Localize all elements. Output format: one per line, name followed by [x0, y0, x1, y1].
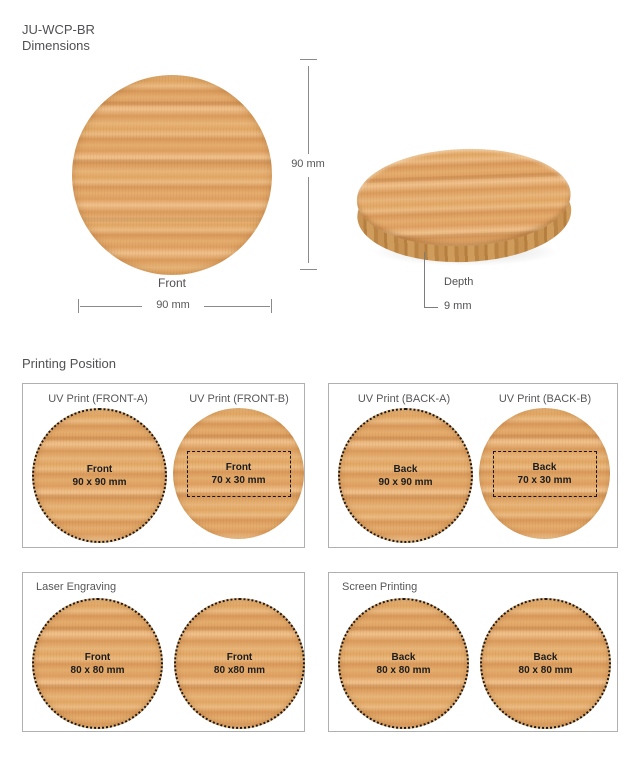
- height-dim-tick-bottom: [300, 269, 317, 270]
- print-area-size: 70 x 30 mm: [211, 474, 266, 486]
- print-side-label: Back: [533, 651, 558, 663]
- product-photo-perspective: [355, 145, 573, 266]
- panel-header-laser-engraving: Laser Engraving: [36, 581, 117, 593]
- print-area-circle-laser-2: [174, 598, 305, 729]
- print-area-text: [340, 463, 471, 489]
- panel-screen-printing: [328, 572, 618, 732]
- product-photo-front: [72, 75, 272, 275]
- panel-header-uv-front-b: UV Print (FRONT-B): [189, 393, 289, 405]
- print-side-label: Back: [532, 461, 557, 473]
- height-dim-line-upper: [308, 66, 309, 154]
- print-side-label: Front: [225, 461, 252, 473]
- width-dim-tick-right: [271, 299, 272, 313]
- front-view-label: Front: [157, 276, 186, 290]
- print-area-text: [340, 651, 467, 677]
- print-area-text: [176, 651, 303, 677]
- print-area-circle-uv-back-a: [338, 408, 473, 543]
- print-area-size: 90 x 90 mm: [378, 476, 433, 488]
- product-code: JU-WCP-BR: [22, 22, 95, 37]
- dimensions-section-title: Dimensions: [22, 38, 90, 53]
- height-dimension-label: 90 mm: [291, 158, 325, 170]
- print-area-circle-laser-1: [32, 598, 163, 729]
- depth-value: 9 mm: [444, 300, 472, 312]
- page-title: [22, 22, 95, 54]
- print-area-rect: [493, 451, 597, 497]
- width-dimension-label: 90 mm: [156, 299, 190, 311]
- print-side-label: Back: [393, 463, 418, 475]
- width-dim-line-left: [80, 306, 142, 307]
- panel-header-uv-back-a: UV Print (BACK-A): [357, 393, 451, 405]
- print-area-rect: [187, 451, 291, 497]
- print-area-size: 90 x 90 mm: [72, 476, 127, 488]
- panel-header-uv-back-b: UV Print (BACK-B): [498, 393, 592, 405]
- panel-header-uv-front-a: UV Print (FRONT-A): [48, 393, 148, 405]
- panel-uv-print-front: [22, 383, 305, 548]
- printing-section-title: Printing Position: [22, 356, 116, 371]
- width-dim-tick-left: [78, 299, 79, 313]
- height-dim-line-lower: [308, 177, 309, 263]
- panel-laser-engraving: [22, 572, 305, 732]
- print-area-circle-screen-1: [338, 598, 469, 729]
- print-side-label: Back: [391, 651, 416, 663]
- panel-uv-print-back: [328, 383, 618, 548]
- print-side-label: Front: [226, 651, 253, 663]
- print-area-circle-uv-back-b: [479, 408, 610, 539]
- print-area-circle-screen-2: [480, 598, 611, 729]
- print-side-label: Front: [84, 651, 111, 663]
- depth-leader-vertical: [424, 252, 425, 308]
- print-area-circle-uv-front-a: [32, 408, 167, 543]
- print-area-circle-uv-front-b: [173, 408, 304, 539]
- print-area-size: 80 x80 mm: [213, 664, 266, 676]
- print-area-size: 80 x 80 mm: [70, 664, 125, 676]
- print-area-size: 70 x 30 mm: [517, 474, 572, 486]
- width-dim-line-right: [204, 306, 270, 307]
- print-side-label: Front: [86, 463, 113, 475]
- panel-header-screen-printing: Screen Printing: [342, 581, 418, 593]
- height-dim-tick-top: [300, 59, 317, 60]
- print-area-text: [482, 651, 609, 677]
- print-area-text: [34, 463, 165, 489]
- print-area-size: 80 x 80 mm: [518, 664, 573, 676]
- depth-label: Depth: [444, 276, 474, 288]
- print-area-text: [34, 651, 161, 677]
- depth-leader-horizontal: [424, 307, 438, 308]
- print-area-size: 80 x 80 mm: [376, 664, 431, 676]
